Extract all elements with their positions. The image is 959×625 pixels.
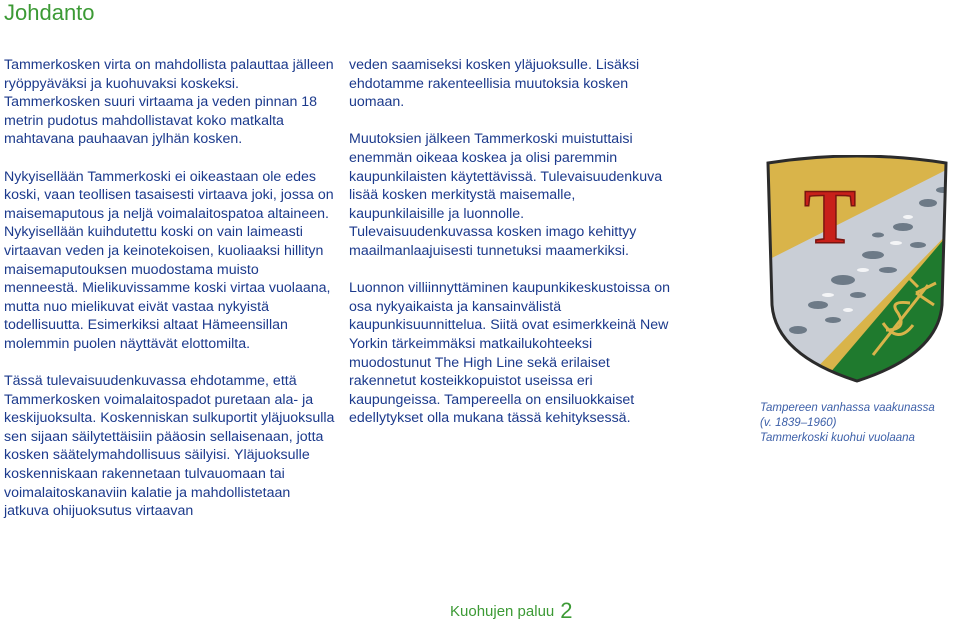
- caption-line: Tammerkoski kuohui vuolaana: [760, 432, 915, 444]
- paragraph: Nykyisellään Tammerkoski ei oikeastaan ole edes koski, vaan teollisen tasaisesti virtaava joki, jossa on maisemaputous ja neljä voimalaitospatoa altaineen. Nykyisellään kuihdutettu koski on vain laimeasti virtaavan veden ja keinotekoisen, kuoliaaksi hillityn maisemaputouksen muodostama muisto menneestä. Mielikuvissamme koski virtaa vuolaana, mutta nuo mielikuvat eivät vastaa nykyistä todellisuutta. Esimerkiksi altaat Hämeensillan molemmin puolen näyttävät elottomilta.: [4, 168, 334, 352]
- paragraph: veden saamiseksi kosken yläjuoksulle. Lisäksi ehdotamme rakenteellisia muutoksia kosken uomaan.: [349, 57, 640, 111]
- page-title: Johdanto: [4, 0, 95, 25]
- left-text-column: [4, 56, 336, 539]
- coat-of-arms-image: [758, 155, 956, 387]
- caption-line: (v. 1839–1960): [760, 417, 837, 429]
- paragraph: Tässä tulevaisuudenkuvassa ehdotamme, että Tammerkosken voimalaitospadot puretaan ala- ja keskijuoksulta. Koskenniskan sulkuportit yläjuoksulla sen sijaan säilytettäisiin pääosin sellaisenaan, jotta kosken säätelymahdollisuus säilyisi. Yläjuoksulle koskenniskaan rakennetaan tulvauomaan tai voimalaitoskanaviin kalatie ja mahdollistetaan jatkuva ohijuoksutus virtaavan: [4, 373, 335, 520]
- footer-label: Kuohujen paluu: [450, 603, 555, 620]
- image-caption: [760, 401, 956, 446]
- page-number: 2: [560, 598, 573, 623]
- paragraph: Tammerkosken virta on mahdollista palauttaa jälleen ryöppyäväksi ja kuohuvaksi koskeksi. Tammerkosken suuri virtaama ja veden pinnan 18 metrin pudotus mahdollistavat koko matkalta mahtavana pauhaavan jylhän kosken.: [4, 57, 334, 148]
- paragraph: Luonnon villiinnyttäminen kaupunkikeskustoissa on osa nykyaikaista ja kansainvälistä kaupunkisuunnittelua. Siitä ovat esimerkkeinä New Yorkin tärkeimmäksi matkailukohteeksi muodostunut The High Line sekä erilaiset rakennetut kosteikkopuistot useissa eri kaupungeissa. Tampereella on ensiluokkaiset edellytykset olla mukana tässä kehityksessä.: [349, 280, 670, 427]
- middle-text-column: [349, 56, 671, 446]
- paragraph: Muutoksien jälkeen Tammerkoski muistuttaisi enemmän oikeaa koskea ja olisi paremmin kaupunkilaisten käytettävissä. Tulevaisuudenkuva lisää kosken merkitystä maisemalle, kaupunkilaisille ja luonnolle. Tulevaisuudenkuvassa kosken imago kehittyy maailmanlaajuisesti tunnetuksi maamerkiksi.: [349, 131, 663, 259]
- caption-line: Tampereen vanhassa vaakunassa: [760, 402, 935, 414]
- page-footer: [450, 598, 573, 624]
- crest-letter: T: [803, 173, 857, 260]
